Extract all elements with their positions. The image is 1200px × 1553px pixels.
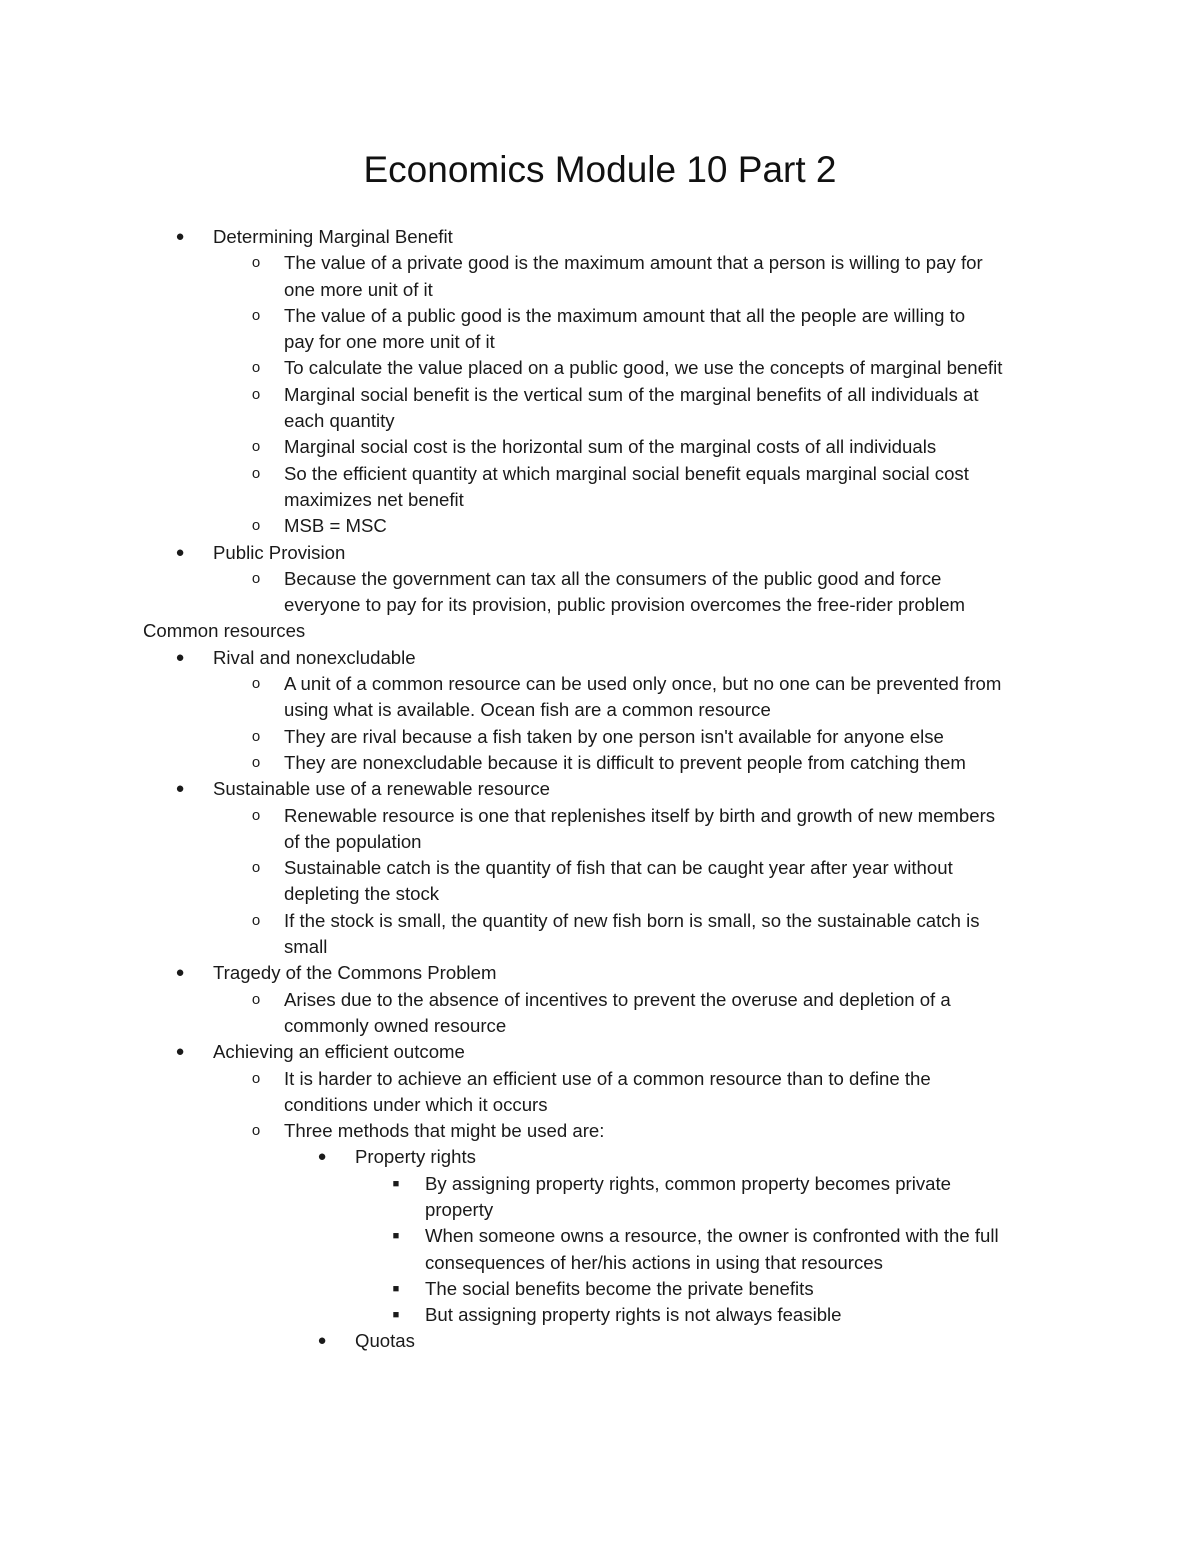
- outline-item: [0, 1039, 1200, 1065]
- outline-item-text: pay for one more unit of it: [284, 331, 495, 353]
- circle-bullet-icon: o: [251, 359, 261, 377]
- outline-item: [0, 1144, 1200, 1170]
- outline-item: [0, 434, 1200, 460]
- outline-item: [0, 329, 1200, 355]
- circle-bullet-icon: o: [251, 753, 261, 771]
- circle-bullet-icon: o: [251, 859, 261, 877]
- square-bullet-icon: ■: [392, 1282, 400, 1295]
- circle-bullet-icon: o: [251, 1069, 261, 1087]
- bullet-icon: ●: [175, 1043, 185, 1061]
- outline-item: [0, 540, 1200, 566]
- bullet-icon: ●: [175, 543, 185, 561]
- bullet-icon: ●: [317, 1332, 327, 1350]
- square-bullet-icon: ■: [392, 1309, 400, 1322]
- circle-bullet-icon: o: [251, 464, 261, 482]
- outline-item: [0, 1328, 1200, 1354]
- outline-item-text: But assigning property rights is not always feasible: [425, 1304, 842, 1326]
- outline-item-text: Common resources: [143, 620, 306, 642]
- outline-item-text: Because the government can tax all the consumers of the public good and force: [284, 567, 942, 589]
- outline-item: [0, 829, 1200, 855]
- outline-item: [0, 1223, 1200, 1249]
- outline-item-text: Rival and nonexcludable: [213, 646, 416, 668]
- outline-item-text: Renewable resource is one that replenishes itself by birth and growth of new members: [284, 804, 996, 826]
- outline-item-text: The value of a private good is the maximum amount that a person is willing to pay for: [284, 252, 983, 274]
- outline-item-text: Tragedy of the Commons Problem: [213, 962, 497, 984]
- outline-item: [0, 855, 1200, 881]
- outline-item: [0, 987, 1200, 1013]
- outline-item: [0, 250, 1200, 276]
- outline-item-text: Achieving an efficient outcome: [213, 1041, 465, 1063]
- outline-item-text: commonly owned resource: [284, 1014, 507, 1036]
- outline-item: [0, 513, 1200, 539]
- outline-item: [0, 355, 1200, 381]
- circle-bullet-icon: o: [251, 1122, 261, 1140]
- outline-item: [0, 566, 1200, 592]
- outline-item-text: Three methods that might be used are:: [284, 1120, 605, 1142]
- outline-item-text: Quotas: [355, 1330, 415, 1352]
- outline-item-text: To calculate the value placed on a public good, we use the concepts of marginal benefit: [284, 357, 1003, 379]
- outline-item-text: The value of a public good is the maximum amount that all the people are willing to: [284, 304, 966, 326]
- circle-bullet-icon: o: [251, 254, 261, 272]
- bullet-icon: ●: [175, 648, 185, 666]
- bullet-icon: ●: [175, 964, 185, 982]
- outline-item-text: It is harder to achieve an efficient use of a common resource than to define the: [284, 1067, 931, 1089]
- outline-item-text: one more unit of it: [284, 278, 433, 300]
- circle-bullet-icon: o: [251, 569, 261, 587]
- outline-item: [0, 750, 1200, 776]
- bullet-icon: ●: [317, 1148, 327, 1166]
- outline-item: [0, 645, 1200, 671]
- outline-item: [0, 592, 1200, 618]
- outline-item-text: each quantity: [284, 410, 395, 432]
- outline-item: [0, 303, 1200, 329]
- outline-item: [0, 487, 1200, 513]
- outline-item: [0, 277, 1200, 303]
- bullet-icon: ●: [175, 780, 185, 798]
- outline-item-text: Sustainable catch is the quantity of fish that can be caught year after year without: [284, 857, 953, 879]
- outline-item-text: If the stock is small, the quantity of new fish born is small, so the sustainable catch is: [284, 909, 980, 931]
- outline-item: [0, 1066, 1200, 1092]
- outline-item-text: The social benefits become the private benefits: [425, 1277, 814, 1299]
- outline-item: [0, 408, 1200, 434]
- outline-item-text: MSB = MSC: [284, 515, 387, 537]
- circle-bullet-icon: o: [251, 990, 261, 1008]
- outline-item-text: Public Provision: [213, 541, 346, 563]
- circle-bullet-icon: o: [251, 727, 261, 745]
- outline-item-text: Arises due to the absence of incentives to prevent the overuse and depletion of a: [284, 988, 951, 1010]
- circle-bullet-icon: o: [251, 306, 261, 324]
- circle-bullet-icon: o: [251, 806, 261, 824]
- outline-item-text: They are nonexcludable because it is difficult to prevent people from catching them: [284, 751, 966, 773]
- outline-item: [0, 908, 1200, 934]
- outline-item: [0, 776, 1200, 802]
- outline-item: [0, 1092, 1200, 1118]
- outline-item: [0, 1302, 1200, 1328]
- outline-item: [0, 1013, 1200, 1039]
- outline-item: [0, 881, 1200, 907]
- outline-item: [0, 1250, 1200, 1276]
- outline-item: [0, 224, 1200, 250]
- page-title: Economics Module 10 Part 2: [363, 149, 837, 190]
- outline-item-text: depleting the stock: [284, 883, 440, 905]
- circle-bullet-icon: o: [251, 675, 261, 693]
- outline-item-text: everyone to pay for its provision, public provision overcomes the free-rider problem: [284, 594, 966, 616]
- outline-item: [0, 1171, 1200, 1197]
- outline-list: [0, 224, 1200, 1355]
- outline-item-text: conditions under which it occurs: [284, 1093, 548, 1115]
- square-bullet-icon: ■: [392, 1177, 400, 1190]
- outline-item-text: A unit of a common resource can be used only once, but no one can be prevented from: [284, 673, 1002, 695]
- outline-item: [0, 382, 1200, 408]
- outline-item-text: Marginal social cost is the horizontal sum of the marginal costs of all individuals: [284, 436, 937, 458]
- outline-item-text: of the population: [284, 830, 422, 852]
- outline-item-text: consequences of her/his actions in using that resources: [425, 1251, 883, 1273]
- outline-item: [0, 697, 1200, 723]
- circle-bullet-icon: o: [251, 911, 261, 929]
- circle-bullet-icon: o: [251, 385, 261, 403]
- circle-bullet-icon: o: [251, 517, 261, 535]
- outline-item: [0, 671, 1200, 697]
- outline-item: [0, 960, 1200, 986]
- outline-item-text: Marginal social benefit is the vertical sum of the marginal benefits of all individuals at: [284, 383, 979, 405]
- outline-item-text: property: [425, 1198, 494, 1220]
- section-heading: [0, 618, 1200, 644]
- outline-item-text: So the efficient quantity at which marginal social benefit equals marginal social cost: [284, 462, 969, 484]
- outline-item-text: Sustainable use of a renewable resource: [213, 778, 550, 800]
- outline-item-text: They are rival because a fish taken by one person isn't available for anyone else: [284, 725, 944, 747]
- outline-item: [0, 1197, 1200, 1223]
- outline-item: [0, 724, 1200, 750]
- outline-item-text: maximizes net benefit: [284, 488, 464, 510]
- outline-item: [0, 934, 1200, 960]
- outline-item-text: small: [284, 936, 328, 958]
- circle-bullet-icon: o: [251, 438, 261, 456]
- outline-item: [0, 461, 1200, 487]
- outline-item-text: Determining Marginal Benefit: [213, 226, 453, 247]
- outline-item-text: using what is available. Ocean fish are a common resource: [284, 699, 771, 721]
- bullet-icon: ●: [175, 228, 185, 245]
- outline-item: [0, 1276, 1200, 1302]
- outline-item-text: By assigning property rights, common property becomes private: [425, 1172, 952, 1194]
- outline-item: [0, 1118, 1200, 1144]
- outline-item-text: Property rights: [355, 1146, 476, 1168]
- square-bullet-icon: ■: [392, 1230, 400, 1243]
- outline-item: [0, 803, 1200, 829]
- outline-item-text: When someone owns a resource, the owner is confronted with the full: [425, 1225, 999, 1247]
